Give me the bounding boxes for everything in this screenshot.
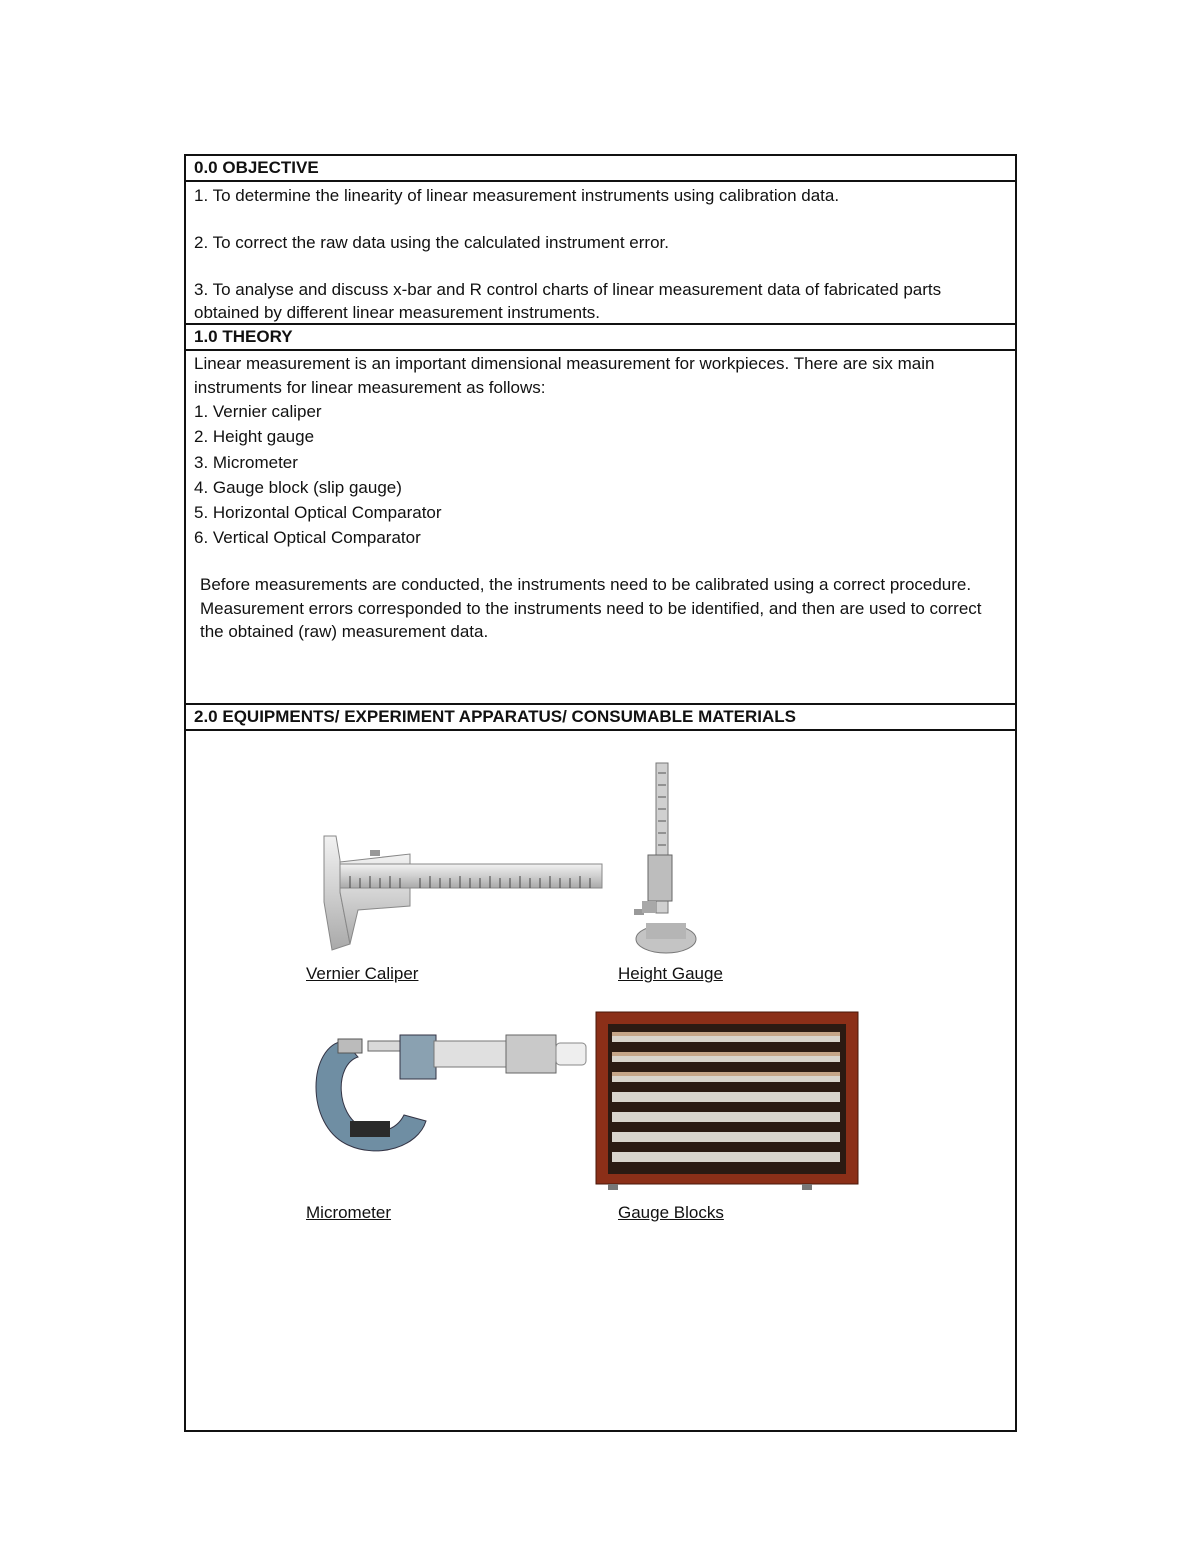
list-item: 1. Vernier caliper	[194, 402, 322, 421]
list-item: 5. Horizontal Optical Comparator	[194, 503, 442, 523]
divider	[186, 349, 1015, 351]
micrometer-image	[308, 1035, 588, 1159]
gauge-blocks-image	[596, 1012, 858, 1190]
objective-heading: 0.0 OBJECTIVE	[194, 158, 319, 177]
vernier-caliper-image	[310, 832, 602, 952]
list-item: 6. Vertical Optical Comparator	[194, 528, 421, 548]
figure-caption-height-gauge: Height Gauge	[618, 964, 723, 983]
figure-caption-micrometer: Micrometer	[306, 1203, 392, 1222]
equipment-heading: 2.0 EQUIPMENTS/ EXPERIMENT APPARATUS/ CONSUMABLE MATERIALS	[194, 707, 796, 726]
divider	[186, 729, 1015, 731]
theory-intro: Linear measurement is an important dimensional measurement for workpieces. There are six main instruments for linear measurement as follows:	[194, 354, 935, 397]
objective-item-1: 1. To determine the linearity of linear measurement instruments using calibration data.	[194, 186, 840, 205]
figure-caption-vernier-caliper: Vernier Caliper	[306, 964, 419, 983]
list-item: 3. Micrometer	[194, 452, 298, 472]
figure-caption-gauge-blocks: Gauge Blocks	[618, 1203, 724, 1222]
divider	[186, 180, 1015, 182]
objective-item-3: 3. To analyse and discuss x-bar and R control charts of linear measurement data of fabricated parts obtained by different linear measurement instruments.	[194, 280, 942, 322]
theory-heading: 1.0 THEORY	[194, 327, 293, 346]
theory-note: Before measurements are conducted, the instruments need to be calibrated using a correct procedure. Measurement errors corresponded to the instruments need to be identified, and then are used to correct the obtained (raw) measurement data.	[200, 575, 982, 641]
height-gauge-image	[626, 763, 726, 955]
list-item: 4. Gauge block (slip gauge)	[194, 477, 402, 497]
objective-item-2: 2. To correct the raw data using the calculated instrument error.	[194, 233, 669, 252]
document-table	[184, 154, 1017, 1432]
list-item: 2. Height gauge	[194, 427, 315, 447]
instrument-list	[194, 399, 442, 551]
